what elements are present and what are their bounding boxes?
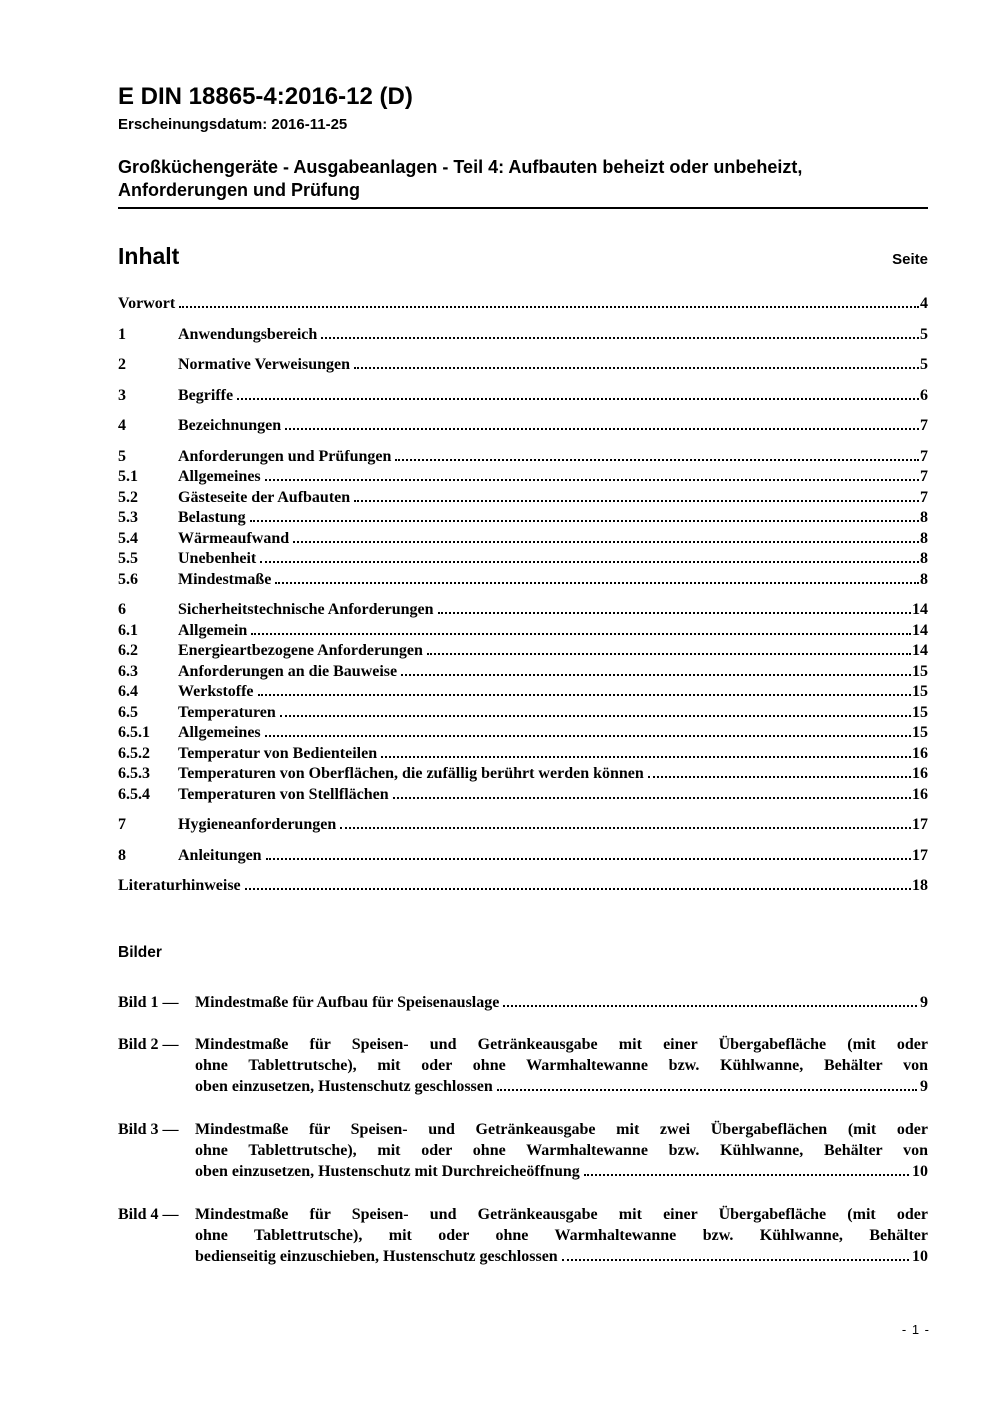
figure-row [118,992,928,1013]
toc-page-number: 8 [920,550,928,567]
toc-page-number: 7 [920,488,928,506]
figure-caption-line: Mindestmaße für Speisen- und Getränkeausgabe mit einer Übergabefläche (mit oder [195,1035,928,1053]
toc-row [118,744,928,765]
toc-entry-label: Gästeseite der Aufbauten [178,488,351,506]
toc-entry-number: 3 [118,386,126,404]
toc-dot-leader [250,520,919,522]
toc-row [118,386,928,407]
toc-page-number: 8 [920,509,928,526]
toc-page-number: 15 [912,724,928,741]
toc-entry-label: Allgemeines [178,724,261,741]
toc-dot-leader [648,776,911,778]
toc-entry-number: 5.6 [118,570,138,588]
toc-entry-number: 6.3 [118,662,138,680]
toc-page-number: 15 [912,703,928,721]
toc-row [118,703,928,724]
toc-row [118,764,928,785]
toc-entry-label: Hygieneanforderungen [178,816,337,833]
figure-dot-leader [503,1005,917,1007]
page-column-label: Seite [892,251,928,268]
toc-entry-number: 5.1 [118,468,138,485]
doc-number: E DIN 18865-4:2016-12 (D) [118,83,413,110]
figure-dot-leader [584,1174,909,1176]
figure-page-number: 9 [920,1078,928,1096]
figure-row [118,1119,928,1183]
toc-row [118,723,928,744]
figure-caption-line: Mindestmaße für Aufbau für Speisenauslage [195,993,500,1011]
toc-entry-number: 5.4 [118,529,138,547]
toc-entry-label: Anleitungen [178,846,262,864]
toc-entry-label: Sicherheitstechnische Anforderungen [178,601,434,618]
figure-caption-line: ohne Tablettrutsche), mit oder ohne Warmhaltewanne bzw. Kühlwanne, Behälter von [195,1141,928,1159]
toc-row [118,846,928,867]
toc-page-number: 17 [912,816,928,833]
toc-row [118,325,928,346]
figure-label: Bild 1 — [118,993,179,1011]
publish-date: Erscheinungsdatum: 2016-11-25 [118,116,348,133]
toc-dot-leader [293,541,919,543]
toc-row [118,815,928,836]
figure-dot-leader [562,1259,909,1261]
toc-heading: Inhalt [118,243,180,269]
toc-dot-leader [354,367,919,369]
toc-entry-label: Temperaturen von Oberflächen, die zufällig berührt werden können [178,765,644,782]
toc-entry-label: Wärmeaufwand [178,529,290,547]
toc-entry-number: 6.5.4 [118,785,150,803]
toc-dot-leader [393,797,911,799]
toc-row [118,682,928,703]
toc-entry-number: 6.5.1 [118,724,150,741]
toc-row [118,785,928,806]
toc-dot-leader [245,888,911,890]
toc-entry-number: 6.5 [118,703,138,721]
figure-caption-line: ohne Tablettrutsche), mit oder ohne Warmhaltewanne bzw. Kühlwanne, Behälter von [195,1057,928,1075]
page-content [118,0,928,1288]
toc-row [118,621,928,642]
toc-page-number: 14 [912,621,928,639]
toc-page-number: 8 [920,529,928,547]
toc-row [118,529,928,550]
figure-caption-line: Mindestmaße für Speisen- und Getränkeausgabe mit einer Übergabefläche (mit oder [195,1205,928,1223]
figure-caption-last-line [195,1161,928,1182]
toc-dot-leader [237,398,919,400]
toc-entry-label: Vorwort [118,295,176,312]
toc-row [118,488,928,509]
toc-dot-leader [340,827,911,829]
toc-entry-label: Anwendungsbereich [178,325,318,343]
toc-page-number: 15 [912,662,928,680]
figures-heading: Bilder [118,943,162,961]
figure-caption-last-line [195,992,928,1013]
toc-dot-leader [260,561,919,563]
toc-page-number: 7 [920,447,928,465]
figure-dot-leader [497,1089,917,1091]
toc-row [118,641,928,662]
figure-label: Bild 2 — [118,1035,179,1053]
toc-page-number: 16 [912,785,928,803]
toc-entry-label: Allgemein [178,621,248,639]
toc-entry-label: Temperaturen [178,703,276,721]
toc-dot-leader [251,633,911,635]
figure-page-number: 9 [920,993,928,1011]
figure-caption-line: Mindestmaße für Speisen- und Getränkeausgabe mit zwei Übergabeflächen (mit oder [195,1120,928,1138]
toc-page-number: 5 [920,356,928,373]
toc-entry-number: 8 [118,846,126,864]
figure-page-number: 10 [912,1248,928,1266]
toc-row [118,416,928,437]
toc-page-number: 7 [920,417,928,434]
figure-caption [195,992,928,1013]
toc-dot-leader [265,479,919,481]
toc-dot-leader [285,428,919,430]
toc-entry-number: 6.5.2 [118,744,150,762]
figure-caption-last-line [195,1246,928,1267]
toc-dot-leader [321,337,919,339]
toc-row [118,876,928,897]
toc-entry-number: 1 [118,325,126,343]
toc-entry-number: 6.5.3 [118,765,150,782]
figure-page-number: 10 [912,1163,928,1181]
toc-entry-label: Energieartbezogene Anforderungen [178,642,423,659]
toc-entry-label: Unebenheit [178,550,257,567]
toc-entry-label: Werkstoffe [178,683,254,700]
toc-row [118,549,928,570]
toc-list [118,294,928,897]
toc-row [118,447,928,468]
toc-entry-number: 4 [118,417,126,434]
toc-entry-label: Temperatur von Bedienteilen [178,744,378,762]
toc-entry-label: Anforderungen und Prüfungen [178,447,392,465]
toc-entry-number: 6.2 [118,642,138,659]
figure-caption-line: oben einzusetzen, Hustenschutz geschlossen [195,1078,493,1096]
figure-label: Bild 4 — [118,1205,179,1223]
toc-row [118,570,928,591]
toc-entry-number: 6 [118,601,126,618]
toc-dot-leader [280,715,911,717]
toc-entry-number: 5.5 [118,550,138,567]
toc-page-number: 16 [912,744,928,762]
toc-entry-number: 5.2 [118,488,138,506]
toc-row [118,508,928,529]
page-footer-number: - 1 - [901,1322,930,1337]
toc-entry-number: 6.1 [118,621,138,639]
toc-row [118,662,928,683]
toc-page-number: 5 [920,325,928,343]
toc-entry-label: Bezeichnungen [178,417,282,434]
toc-page-number: 14 [912,601,928,618]
toc-entry-label: Allgemeines [178,468,261,485]
toc-row [118,600,928,621]
figure-row [118,1204,928,1268]
toc-dot-leader [427,653,911,655]
toc-entry-label: Mindestmaße [178,570,272,588]
toc-entry-label: Normative Verweisungen [178,356,350,373]
toc-entry-label: Literaturhinweise [118,877,241,894]
document-title: Großküchengeräte - Ausgabeanlagen - Teil 4: Aufbauten beheizt oder unbeheizt, Anforderungen und Prüfung [118,156,928,209]
toc-entry-label: Anforderungen an die Bauweise [178,662,398,680]
toc-row [118,355,928,376]
toc-page-number: 18 [912,877,928,894]
figure-label: Bild 3 — [118,1120,179,1138]
toc-entry-label: Belastung [178,509,246,526]
toc-dot-leader [275,582,919,584]
toc-page-number: 16 [912,765,928,782]
toc-entry-label: Begriffe [178,386,234,404]
toc-entry-label: Temperaturen von Stellflächen [178,785,389,803]
toc-entry-number: 6.4 [118,683,138,700]
toc-row [118,294,928,315]
figure-caption-last-line [195,1076,928,1097]
toc-page-number: 14 [912,642,928,659]
toc-header-row [118,243,928,270]
toc-dot-leader [438,612,911,614]
toc-entry-number: 5 [118,447,126,465]
figure-caption-line: bedienseitig einzuschieben, Hustenschutz geschlossen [195,1248,558,1266]
toc-dot-leader [395,459,919,461]
toc-entry-number: 5.3 [118,509,138,526]
toc-dot-leader [179,306,919,308]
toc-row [118,467,928,488]
toc-page-number: 4 [920,295,928,312]
toc-page-number: 6 [920,386,928,404]
toc-entry-number: 7 [118,816,126,833]
toc-entry-number: 2 [118,356,126,373]
figure-list [118,992,928,1268]
toc-dot-leader [258,694,911,696]
toc-dot-leader [354,500,919,502]
toc-dot-leader [265,735,911,737]
toc-page-number: 8 [920,570,928,588]
toc-page-number: 7 [920,468,928,485]
figure-caption-line: oben einzusetzen, Hustenschutz mit Durchreicheöffnung [195,1163,580,1181]
toc-dot-leader [401,674,911,676]
figure-caption [195,1034,928,1098]
figure-caption [195,1204,928,1268]
figure-caption-line: ohne Tablettrutsche), mit oder ohne Warmhaltewanne bzw. Kühlwanne, Behälter [195,1226,928,1244]
toc-page-number: 17 [912,846,928,864]
toc-dot-leader [381,756,911,758]
toc-dot-leader [266,858,911,860]
toc-page-number: 15 [912,683,928,700]
figure-caption [195,1119,928,1183]
figure-row [118,1034,928,1098]
